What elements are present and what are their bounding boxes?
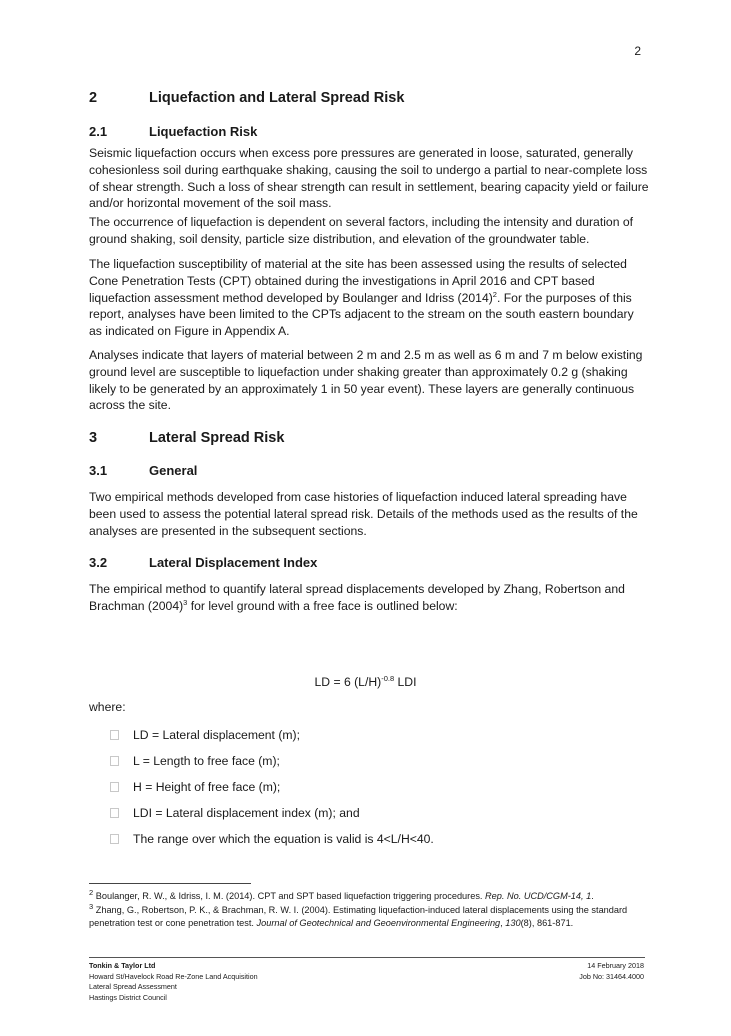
page-number: 2 <box>634 44 641 58</box>
equation: LD = 6 $(L/H)^{-0.8}$ LDI <box>314 673 417 689</box>
section-number: 3.2 <box>89 555 108 570</box>
paragraph-liquefaction-factors: The occurrence of liquefaction is dependent on several factors, including the intensity and duration of ground shaking, soil density, particle size distribution, and elevation of the groundwater table. <box>89 215 634 246</box>
bullet-box-icon <box>110 730 119 740</box>
footer-job-number: Job No: 31464.4000 <box>579 971 644 981</box>
paragraph-susceptibility: The liquefaction susceptibility of material at the site has been assessed using the results of selected Cone Penetration Tests (CPT) obtained during the investigations in April 2016 and CPT based liquefaction assessment method developed by Boulanger and Idriss $(2014)^2$. For the purposes of this report, analyses have been limited to the CPTs adjacent to the stream on the south eastern boundary as indicated on Figure in Appendix A. <box>89 257 634 339</box>
list-item: The range over which the equation is valid is 4<L/H<40. <box>110 826 434 852</box>
section-number: 3.1 <box>89 463 108 478</box>
list-item: LDI = Lateral displacement index (m); and <box>110 800 434 826</box>
section-title: Lateral Displacement Index <box>149 555 318 570</box>
where-label: where: <box>89 700 126 714</box>
bullet-box-icon <box>110 756 119 766</box>
footer-client: Hastings District Council <box>89 992 167 1002</box>
footnote-3: $^3$ Zhang, G., Robertson, P. K., & Brachman, R. W. I. (2004). Estimating liquefaction-induced lateral displacements using the standard penetration test or cone penetration test. Journal of Geotechnical and Geoenvironmental Engineering, 130(8), 861-871. <box>89 901 628 928</box>
section-3-heading <box>0 430 731 450</box>
footer-project: Howard St/Havelock Road Re-Zone Land Acquisition <box>89 971 258 981</box>
footer-divider <box>89 957 645 958</box>
footnote-divider <box>89 883 251 884</box>
paragraph-empirical-method: The empirical method to quantify lateral spread displacements developed by Zhang, Robertson and Brachman $(2004)^3$ for level ground with a free face is outlined below: <box>89 582 625 613</box>
footer-left <box>89 961 258 1003</box>
section-title: Liquefaction Risk <box>149 124 258 139</box>
equation-exponent: -0.8 <box>381 673 395 683</box>
section-number: 2.1 <box>89 124 108 139</box>
footer-right <box>579 961 644 982</box>
section-3-1-heading <box>0 463 731 481</box>
footnote-2: $^2$ Boulanger, R. W., & Idriss, I. M. (2014). CPT and SPT based liquefaction triggering procedures. Rep. No. UCD/CGM-14, 1. <box>89 887 594 901</box>
section-2-1-heading <box>0 124 731 142</box>
paragraph-general: Two empirical methods developed from case histories of liquefaction induced lateral spreading have been used to assess the potential lateral spread risk. Details of the methods used as the results of the analyses are presented in the subsequent sections. <box>89 490 638 538</box>
list-item: H = Height of free face (m); <box>110 774 434 800</box>
footer-company: Tonkin & Taylor Ltd <box>89 961 156 970</box>
footnote-ref-2: 2 <box>492 289 497 299</box>
section-number: 3 <box>89 430 98 446</box>
definition-list <box>110 722 434 852</box>
section-title: Lateral Spread Risk <box>149 430 285 446</box>
bullet-box-icon <box>110 782 119 792</box>
paragraph-liquefaction-definition: Seismic liquefaction occurs when excess pore pressures are generated in loose, saturated, generally cohesionless soil during earthquake shaking, causing the soil to undergo a partial to near-complete loss of shear strength. Such a loss of shear strength can result in settlement, bearing capacity yield or failure and/or horizontal movement of the soil mass. <box>89 146 649 211</box>
list-item: LD = Lateral displacement (m); <box>110 722 434 748</box>
section-title: General <box>149 463 198 478</box>
bullet-box-icon <box>110 808 119 818</box>
bullet-box-icon <box>110 834 119 844</box>
list-item: L = Length to free face (m); <box>110 748 434 774</box>
paragraph-analyses: Analyses indicate that layers of material between 2 m and 2.5 m as well as 6 m and 7 m below existing ground level are susceptible to liquefaction under shaking greater than approximately 0.2 g (shaking likely to be generated by an approximately 1 in 50 year event). These layers are generally continuous across the site. <box>89 348 643 413</box>
footer-report: Lateral Spread Assessment <box>89 982 177 991</box>
section-title: Liquefaction and Lateral Spread Risk <box>149 90 405 106</box>
section-2-heading <box>0 90 731 110</box>
footnote-ref-3: 3 <box>183 597 188 607</box>
section-3-2-heading <box>0 555 731 573</box>
footer-date: 14 February 2018 <box>587 961 644 970</box>
section-number: 2 <box>89 90 98 106</box>
